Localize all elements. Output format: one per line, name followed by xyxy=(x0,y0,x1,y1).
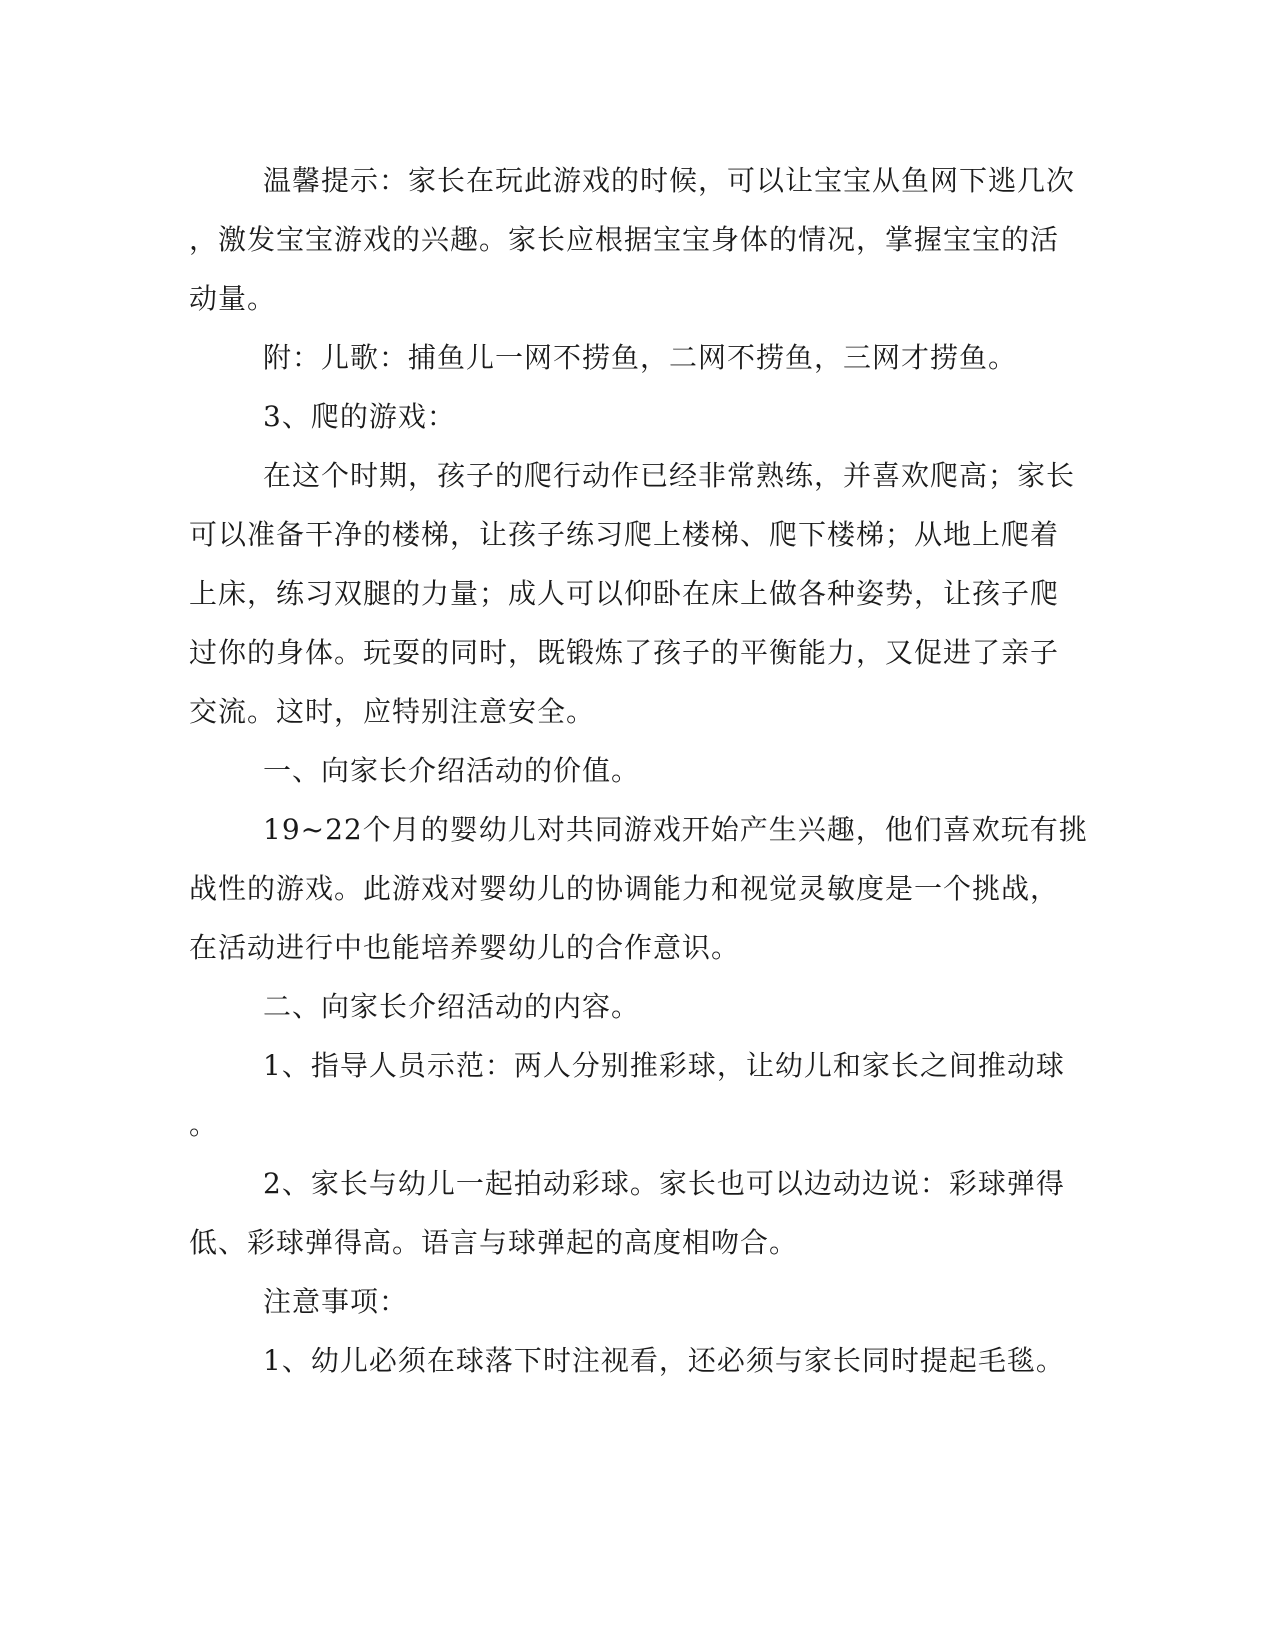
paragraph-line: 1、指导人员示范：两人分别推彩球，让幼儿和家长之间推动球 xyxy=(263,1049,1065,1082)
paragraph-line: 过你的身体。玩耍的同时，既锻炼了孩子的平衡能力，又促进了亲子 xyxy=(189,636,1060,669)
section-heading: 一、向家长介绍活动的价值。 xyxy=(263,754,641,787)
paragraph-line: 19~22个月的婴幼儿对共同游戏开始产生兴趣，他们喜欢玩有挑 xyxy=(263,813,1088,846)
section-heading: 3、爬的游戏： xyxy=(263,400,456,433)
paragraph-line: 1、幼儿必须在球落下时注视看，还必须与家长同时提起毛毯。 xyxy=(263,1344,1065,1377)
paragraph-line: 。 xyxy=(189,1108,219,1141)
paragraph-line: 温馨提示：家长在玩此游戏的时候，可以让宝宝从鱼网下逃几次 xyxy=(263,164,1076,197)
paragraph-line: 动量。 xyxy=(189,282,277,315)
paragraph-line: 战性的游戏。此游戏对婴幼儿的协调能力和视觉灵敏度是一个挑战， xyxy=(189,872,1060,905)
paragraph-line: 上床，练习双腿的力量；成人可以仰卧在床上做各种姿势，让孩子爬 xyxy=(189,577,1060,610)
section-heading: 二、向家长介绍活动的内容。 xyxy=(263,990,641,1023)
paragraph-line: ，激发宝宝游戏的兴趣。家长应根据宝宝身体的情况，掌握宝宝的活 xyxy=(189,223,1060,256)
paragraph-line: 在这个时期，孩子的爬行动作已经非常熟练，并喜欢爬高；家长 xyxy=(263,459,1076,492)
paragraph-line: 在活动进行中也能培养婴幼儿的合作意识。 xyxy=(189,931,741,964)
paragraph-line: 2、家长与幼儿一起拍动彩球。家长也可以边动边说：彩球弹得 xyxy=(263,1167,1065,1200)
paragraph-line: 交流。这时，应特别注意安全。 xyxy=(189,695,596,728)
paragraph-line: 可以准备干净的楼梯，让孩子练习爬上楼梯、爬下楼梯；从地上爬着 xyxy=(189,518,1060,551)
paragraph-line: 附：儿歌：捕鱼儿一网不捞鱼，二网不捞鱼，三网才捞鱼。 xyxy=(263,341,1018,374)
paragraph-line: 低、彩球弹得高。语言与球弹起的高度相吻合。 xyxy=(189,1226,799,1259)
section-heading: 注意事项： xyxy=(263,1285,409,1318)
